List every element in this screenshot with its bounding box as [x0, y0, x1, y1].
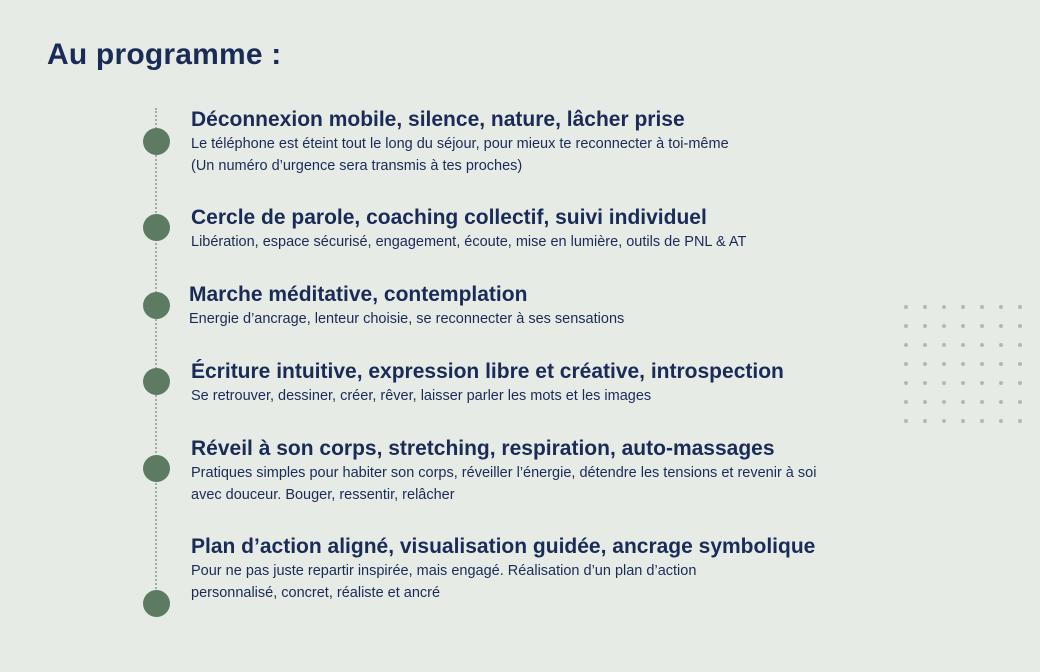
- timeline-bullet: [143, 368, 170, 395]
- timeline-bullet: [143, 455, 170, 482]
- program-item-desc: (Un numéro d’urgence sera transmis à tes proches): [191, 158, 523, 174]
- program-item: [191, 534, 1011, 604]
- program-item-desc: Le téléphone est éteint tout le long du séjour, pour mieux te reconnecter à toi-même: [191, 136, 729, 152]
- program-item-desc: avec douceur. Bouger, ressentir, relâcher: [191, 487, 455, 503]
- decorative-dot-grid: [904, 305, 1022, 423]
- timeline-bullet: [143, 590, 170, 617]
- timeline-bullet: [143, 292, 170, 319]
- program-item: [191, 107, 1011, 177]
- program-item: [191, 436, 1011, 506]
- program-item-title: Écriture intuitive, expression libre et créative, introspection: [191, 360, 784, 383]
- program-item-desc: Libération, espace sécurisé, engagement, écoute, mise en lumière, outils de PNL & AT: [191, 234, 747, 250]
- program-item-title: Réveil à son corps, stretching, respiration, auto-massages: [191, 437, 775, 460]
- program-item-title: Cercle de parole, coaching collectif, suivi individuel: [191, 206, 707, 229]
- program-item-desc: Se retrouver, dessiner, créer, rêver, laisser parler les mots et les images: [191, 388, 652, 404]
- page-title: Au programme :: [47, 38, 282, 71]
- program-item: [191, 359, 1011, 407]
- timeline-bullet: [143, 214, 170, 241]
- program-item-desc: personnalisé, concret, réaliste et ancré: [191, 585, 441, 601]
- timeline-bullet: [143, 128, 170, 155]
- program-item-title: Plan d’action aligné, visualisation guidée, ancrage symbolique: [191, 535, 816, 558]
- program-item-desc: Pratiques simples pour habiter son corps, réveiller l’énergie, détendre les tensions et revenir à soi: [191, 465, 817, 481]
- program-item-desc: Energie d’ancrage, lenteur choisie, se reconnecter à ses sensations: [189, 311, 625, 327]
- program-item: [189, 282, 1009, 330]
- program-item: [191, 205, 1011, 253]
- program-item-title: Marche méditative, contemplation: [189, 283, 528, 306]
- timeline-line: [155, 108, 157, 608]
- program-item-title: Déconnexion mobile, silence, nature, lâcher prise: [191, 108, 685, 131]
- program-item-desc: Pour ne pas juste repartir inspirée, mais engagé. Réalisation d’un plan d’action: [191, 563, 697, 579]
